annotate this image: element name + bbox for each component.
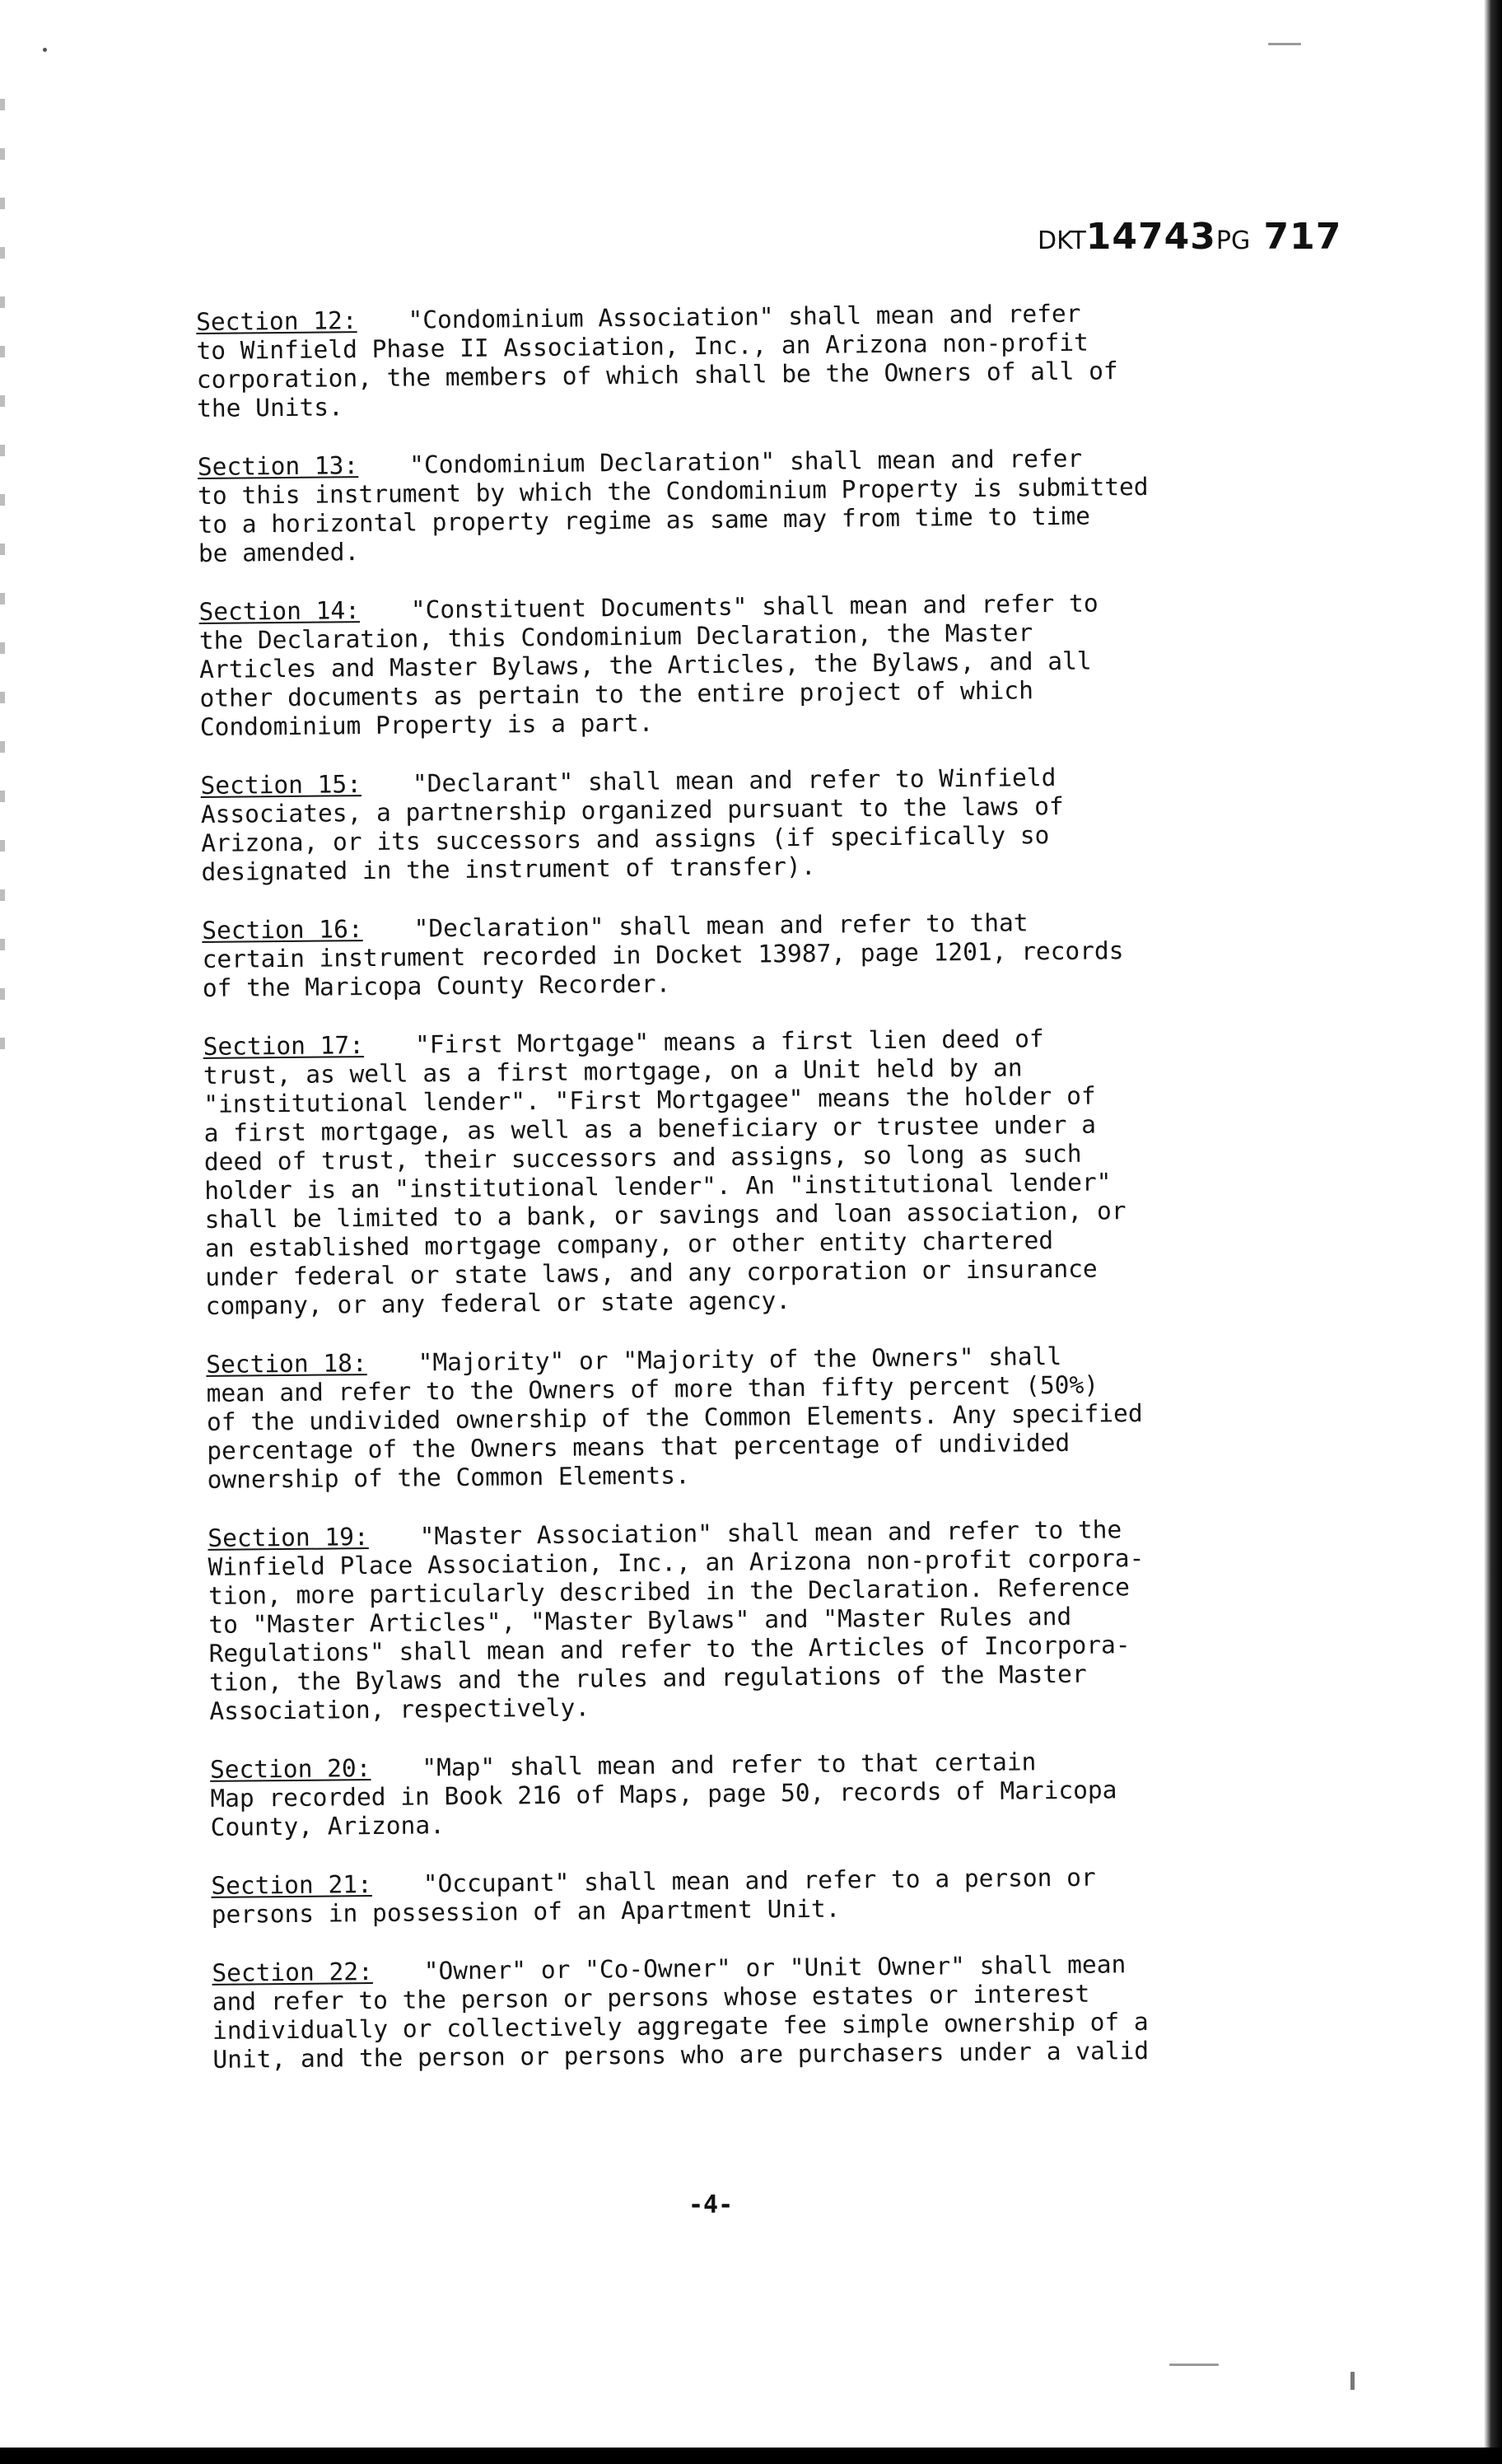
section-15 (200, 761, 1337, 887)
section-label: Section 16: (202, 915, 363, 945)
section-19 (208, 1514, 1346, 1726)
section-text-line: of the undivided ownership of the Common Elements. Any specified (206, 1399, 1143, 1436)
scan-edge-bottom (0, 2448, 1502, 2464)
section-text-line: designated in the instrument of transfer). (201, 852, 816, 886)
section-label: Section 17: (203, 1031, 365, 1061)
section-text-line: "Master Association" shall mean and refer to the (419, 1515, 1122, 1551)
section-label: Section 21: (211, 1870, 372, 1900)
page-number: -4- (688, 2191, 734, 2219)
section-text-line: "Declarant" shall mean and refer to Winfield (412, 763, 1057, 798)
section-22 (212, 1948, 1349, 2074)
section-text-line: Map recorded in Book 216 of Maps, page 50, records of Maricopa (210, 1776, 1117, 1813)
section-text-line: mean and refer to the Owners of more than fifty percent (50%) (206, 1370, 1099, 1407)
section-text-line: ownership of the Common Elements. (207, 1461, 690, 1494)
section-text-line: an established mortgage company, or other entity chartered (204, 1226, 1054, 1262)
section-text-line: Association, respectively. (209, 1693, 590, 1725)
scan-speck (43, 48, 47, 52)
section-text-line: deed of trust, their successors and assigns, so long as such (203, 1139, 1082, 1176)
section-text-line: Winfield Place Association, Inc., an Arizona non-profit corpora- (208, 1544, 1145, 1581)
section-text-line: Condominium Property is a part. (199, 708, 654, 741)
section-label: Section 22: (212, 1958, 373, 1987)
scan-speck (1268, 43, 1301, 45)
section-text-line: "Majority" or "Majority of the Owners" shall (417, 1342, 1062, 1377)
section-text-line: the Units. (197, 393, 343, 422)
section-text-line: company, or any federal or state agency. (205, 1286, 791, 1320)
section-text-line: Arizona, or its successors and assigns (if specifically so (201, 821, 1050, 857)
section-text-line: "Condominium Declaration" shall mean and refer (409, 444, 1083, 479)
recording-reference (1038, 216, 1341, 258)
section-text-line: "Condominium Association" shall mean and refer (408, 299, 1081, 334)
section-12 (196, 297, 1333, 423)
section-text-line: shall be limited to a bank, or savings and loan association, or (204, 1197, 1126, 1234)
recording-page-number: 717 (1263, 216, 1342, 258)
section-text-line: "Constituent Documents" shall mean and refer to (410, 589, 1099, 624)
scan-speck (1169, 2364, 1219, 2366)
section-text-line: to Winfield Phase II Association, Inc., an Arizona non-profit (196, 328, 1089, 365)
section-text-line: Associates, a partnership organized pursuant to the laws of (200, 791, 1064, 828)
section-text-line: certain instrument recorded in Docket 13987, page 1201, records (202, 936, 1124, 973)
section-text-line: percentage of the Owners means that percentage of undivided (207, 1428, 1071, 1465)
section-text-line: "Owner" or "Co-Owner" or "Unit Owner" shall mean (423, 1950, 1126, 1986)
section-13 (198, 442, 1335, 568)
section-text-line: individually or collectively aggregate fee simple ownership of a (212, 2007, 1149, 2045)
scan-speck (1350, 2372, 1355, 2390)
section-text-line: be amended. (198, 538, 360, 567)
section-text-line: and refer to the person or persons whose estates or interest (212, 1979, 1090, 2016)
section-text-line: persons in possession of an Apartment Unit. (211, 1894, 841, 1929)
section-text-line: to "Master Articles", "Master Bylaws" and "Master Rules and (208, 1602, 1072, 1639)
section-text-line: "Map" shall mean and refer to that certain (422, 1748, 1037, 1782)
section-text-line: Articles and Master Bylaws, the Articles, the Bylaws, and all (199, 646, 1092, 684)
section-text-line: County, Arizona. (210, 1811, 445, 1841)
document-body (196, 297, 1350, 2104)
section-label: Section 20: (209, 1754, 371, 1784)
section-text-line: Unit, and the person or persons who are purchasers under a valid (212, 2036, 1150, 2074)
scan-edge-right (1484, 0, 1502, 2464)
section-text-line: trust, as well as a first mortgage, on a Unit held by an (203, 1053, 1023, 1090)
section-text-line: "First Mortgage" means a first lien deed of (414, 1024, 1044, 1059)
scan-edge-left (0, 99, 5, 1087)
section-text-line: tion, the Bylaws and the rules and regulations of the Master (208, 1659, 1087, 1696)
section-text-line: corporation, the members of which shall be the Owners of all of (196, 357, 1118, 394)
section-21 (211, 1861, 1348, 1930)
section-label: Section 13: (197, 451, 359, 481)
page-prefix: PG (1215, 226, 1251, 255)
section-label: Section 18: (206, 1349, 367, 1379)
section-text-line: to this instrument by which the Condominium Property is submitted (198, 472, 1149, 510)
section-14 (198, 587, 1336, 742)
section-text-line: tion, more particularly described in the Declaration. Reference (208, 1573, 1131, 1610)
section-text-line: Regulations" shall mean and refer to the Articles of Incorpora- (208, 1631, 1131, 1668)
section-18 (206, 1340, 1344, 1495)
section-label: Section 14: (198, 596, 361, 626)
section-label: Section 15: (200, 770, 362, 800)
section-text-line: other documents as pertain to the entire project of which (199, 676, 1034, 712)
section-text-line: a first mortgage, as well as a beneficiary or trustee under a (203, 1110, 1097, 1147)
section-label: Section 12: (196, 306, 357, 336)
section-16 (202, 906, 1339, 1003)
section-text-line: holder is an "institutional lender". An "institutional lender" (204, 1168, 1112, 1205)
section-20 (210, 1745, 1347, 1842)
section-17 (203, 1022, 1341, 1321)
section-text-line: the Declaration, this Condominium Declaration, the Master (198, 618, 1033, 655)
section-text-line: "Declaration" shall mean and refer to that (413, 908, 1029, 943)
section-text-line: "Occupant" shall mean and refer to a person or (422, 1863, 1096, 1898)
book-number: 14743 (1085, 216, 1216, 258)
section-text-line: under federal or state laws, and any corporation or insurance (205, 1254, 1098, 1291)
section-text-line: "institutional lender". "First Mortgagee" means the holder of (203, 1081, 1096, 1118)
section-text-line: to a horizontal property regime as same may from time to time (198, 502, 1091, 539)
section-text-line: of the Maricopa County Recorder. (202, 969, 671, 1002)
section-label: Section 19: (208, 1523, 369, 1552)
book-prefix: DKT (1038, 226, 1086, 255)
